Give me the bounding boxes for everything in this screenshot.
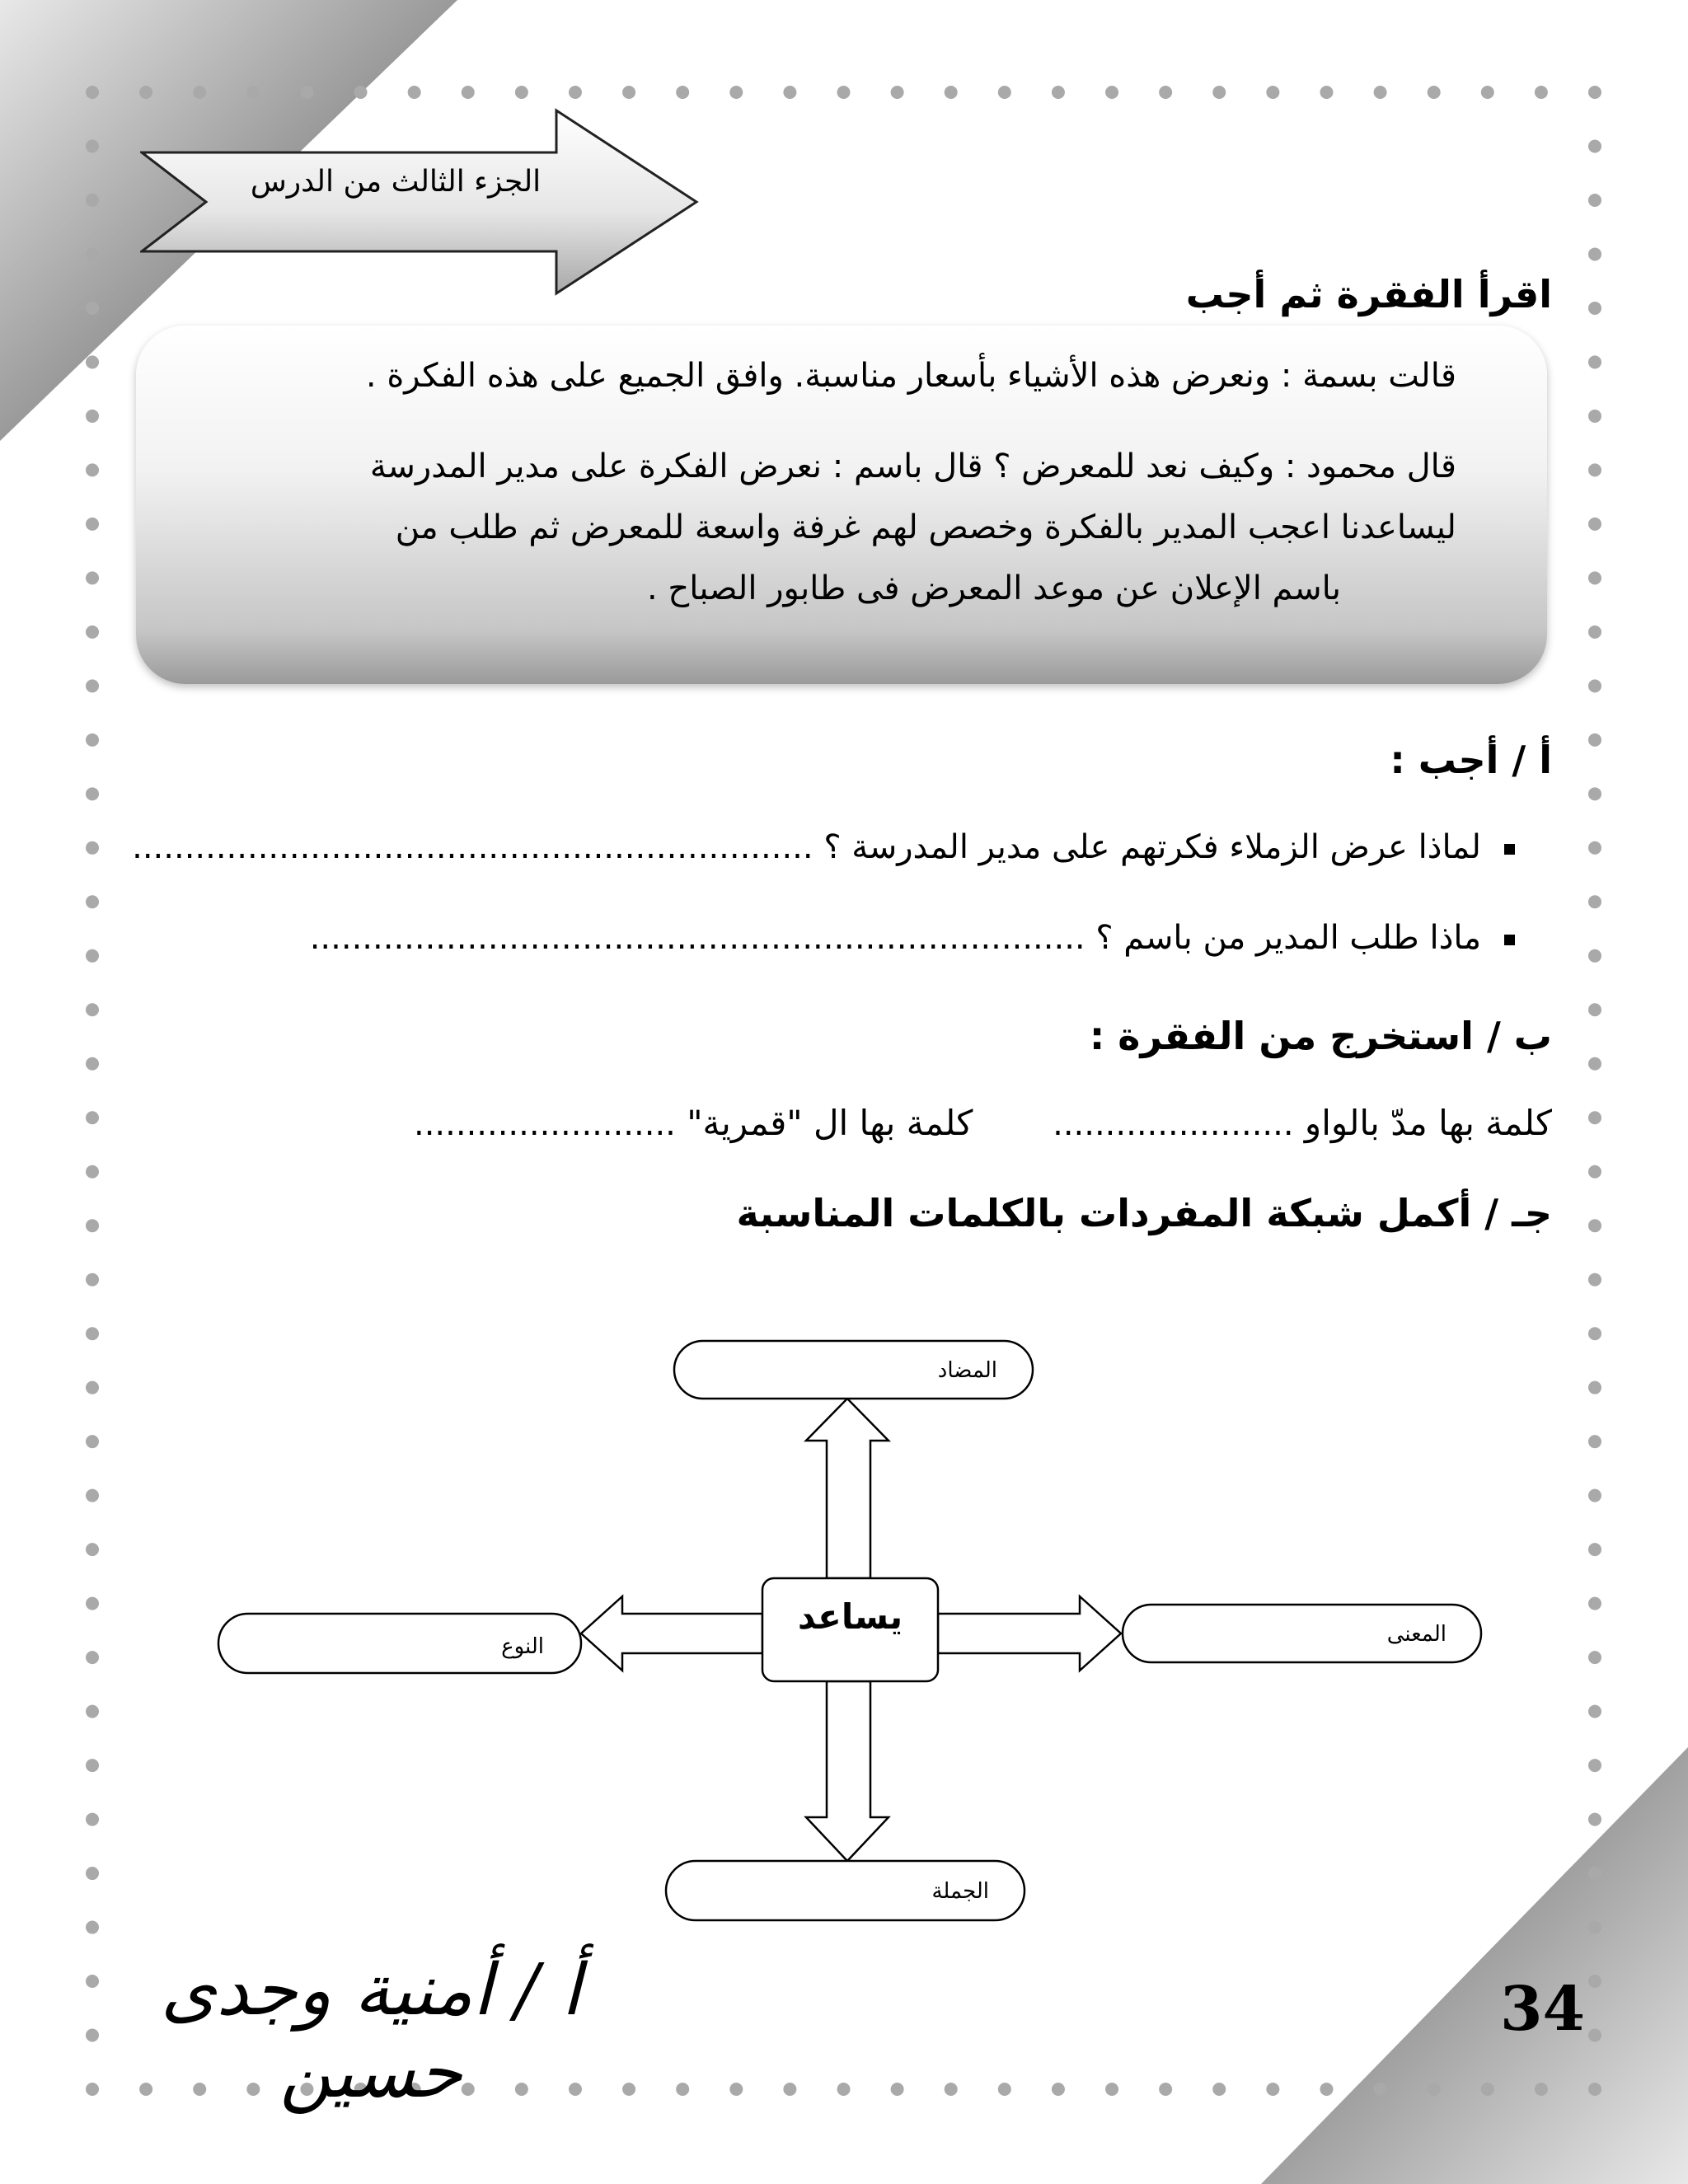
node-label-sentence: الجملة [931, 1879, 989, 1904]
header-tag-label: الجزء الثالث من الدرس [250, 165, 542, 199]
section-a-title: أ / أجب : [1390, 738, 1552, 782]
extract-item-waw: كلمة بها مدّ بالواو [1304, 1103, 1552, 1143]
passage-line: قالت بسمة : ونعرض هذه الأشياء بأسعار مناسبة. وافق الجميع على هذه الفكرة . [365, 357, 1456, 395]
extract-item-qamariya: كلمة بها ال "قمرية" [687, 1103, 973, 1143]
answer-blank[interactable]: ......................... [414, 1105, 676, 1143]
arrow-down-shape [806, 1681, 889, 1861]
passage-line: قال محمود : وكيف نعد للمعرض ؟ قال باسم : نعرض الفكرة على مدير المدرسة [369, 448, 1456, 485]
page-number: 34 [1500, 1974, 1585, 2045]
author-signature: أ / أمنية وجدى حسين [161, 1949, 581, 2114]
section-b-title: ب / استخرج من الفقرة : [1089, 1014, 1552, 1058]
answer-blank[interactable]: ................................................................. [132, 828, 814, 866]
center-word: يساعد [797, 1596, 903, 1637]
question-text: ماذا طلب المدير من باسم ؟ [1095, 919, 1481, 957]
node-label-meaning: المعنى [1386, 1622, 1447, 1647]
question-text: لماذا عرض الزملاء فكرتهم على مدير المدرسة ؟ [823, 828, 1481, 866]
section-c-title: جـ / أكمل شبكة المفردات بالكلمات المناسبة [736, 1191, 1552, 1235]
instruction-heading: اقرأ الفقرة ثم أجب [1185, 272, 1552, 316]
node-label-type: النوع [501, 1634, 544, 1659]
passage-line: ليساعدنا اعجب المدير بالفكرة وخصص لهم غرفة واسعة للمعرض ثم طلب من [395, 509, 1456, 546]
node-label-opposite: المضاد [937, 1358, 997, 1383]
arrow-right-shape [938, 1596, 1121, 1671]
answer-blank[interactable]: ....................... [1053, 1105, 1294, 1143]
passage-line: باسم الإعلان عن موعد المعرض فى طابور الصباح . [646, 569, 1341, 607]
answer-blank[interactable]: .......................................................................... [309, 919, 1085, 957]
arrow-left-shape [581, 1596, 762, 1671]
arrow-up-shape [806, 1399, 889, 1578]
